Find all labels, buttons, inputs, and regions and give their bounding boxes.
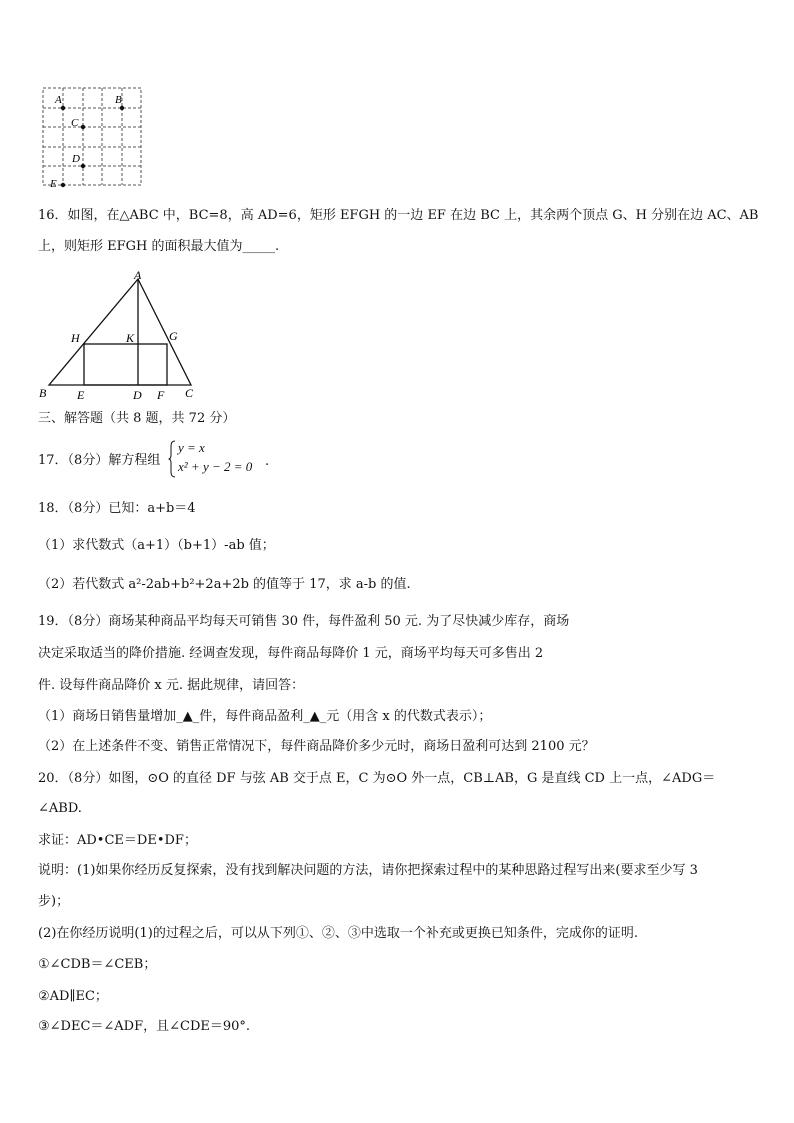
q17-prefix: 17．（8分）解方程组 xyxy=(38,453,161,468)
q19-line2: 决定采取适当的降价措施. 经调查发现，每件商品每降价 1 元，商场平均每天可多售出 2 xyxy=(38,646,544,661)
point-d xyxy=(81,164,85,168)
q17-eq1: y = x xyxy=(178,440,205,455)
grid-label-c: C xyxy=(71,117,79,129)
q20-note3: (2)在你经历说明(1)的过程之后，可以从下列①、②、③中选取一个补充或更换已知条件，完成你的证明. xyxy=(38,926,638,941)
point-a xyxy=(61,106,65,110)
q18-stem: 18．（8分）已知：a+b＝4 xyxy=(38,501,196,516)
point-b xyxy=(120,106,124,110)
grid-label-d: D xyxy=(72,153,80,165)
q20-line1: 20．（8分）如图，⊙O 的直径 DF 与弦 AB 交于点 E，C 为⊙O 外一点，CB⊥AB，G 是直线 CD 上一点，∠ADG＝ xyxy=(38,771,716,786)
q19-part1: （1）商场日销售量增加_▲_件，每件商品盈利_▲_元（用含 x 的代数式表示）； xyxy=(38,709,492,724)
fig16-label-b: B xyxy=(39,386,47,400)
fig16-label-k: K xyxy=(126,331,135,345)
grid-label-a: A xyxy=(55,94,62,106)
fig16-label-g: G xyxy=(169,329,178,343)
fig16-label-a: A xyxy=(134,268,142,282)
q16-line1: 16．如图，在△ABC 中，BC=8，高 AD=6，矩形 EFGH 的一边 EF 在边 BC 上，其余两个顶点 G、H 分别在边 AC、AB xyxy=(38,208,759,223)
grid-label-e: E xyxy=(50,178,57,190)
q19-part2: （2）在上述条件不变、销售正常情况下，每件商品降价多少元时，商场日盈利可达到 2100 元？ xyxy=(38,739,595,754)
q18-part1: （1）求代数式（a+1）（b+1）-ab 值； xyxy=(38,538,275,553)
point-c xyxy=(81,125,85,129)
q20-option-2: ②AD∥EC； xyxy=(38,989,108,1004)
q20-line2: ∠ABD. xyxy=(38,801,82,816)
point-e xyxy=(61,183,65,187)
q18-part2: （2）若代数式 a²-2ab+b²+2a+2b 的值等于 17，求 a-b 的值. xyxy=(38,577,411,592)
triangle-figure xyxy=(36,268,196,403)
fig16-label-e: E xyxy=(77,388,85,402)
fig16-label-c: C xyxy=(185,386,194,400)
grid-figure xyxy=(38,84,148,190)
fig16-label-h: H xyxy=(71,331,80,345)
q17-eq2: x² + y − 2 = 0 xyxy=(178,459,253,474)
fig16-label-d: D xyxy=(133,388,142,402)
q20-note1: 说明：(1)如果你经历反复探索，没有找到解决问题的方法，请你把探索过程中的某种思路过程写出来(要求至少写 3 xyxy=(38,863,698,878)
q19-line1: 19．（8分）商场某种商品平均每天可销售 30 件，每件盈利 50 元. 为了尽快减少库存，商场 xyxy=(38,614,570,629)
q20-option-1: ①∠CDB＝∠CEB； xyxy=(38,957,157,972)
q19-line3: 件. 设每件商品降价 x 元. 据此规律，请回答： xyxy=(38,678,305,693)
q20-note2: 步)； xyxy=(38,894,70,909)
q20-prove: 求证：AD•CE＝DE•DF； xyxy=(38,833,197,848)
q17-equation-system xyxy=(168,440,278,478)
section3-heading: 三、解答题（共 8 题，共 72 分） xyxy=(38,411,236,426)
q17-suffix: . xyxy=(265,454,270,469)
q20-option-3: ③∠DEC＝∠ADF，且∠CDE＝90°. xyxy=(38,1019,251,1034)
grid-label-b: B xyxy=(115,94,122,106)
q16-line2: 上，则矩形 EFGH 的面积最大值为_____. xyxy=(38,239,280,254)
fig16-label-f: F xyxy=(157,388,165,402)
left-brace xyxy=(168,440,176,478)
